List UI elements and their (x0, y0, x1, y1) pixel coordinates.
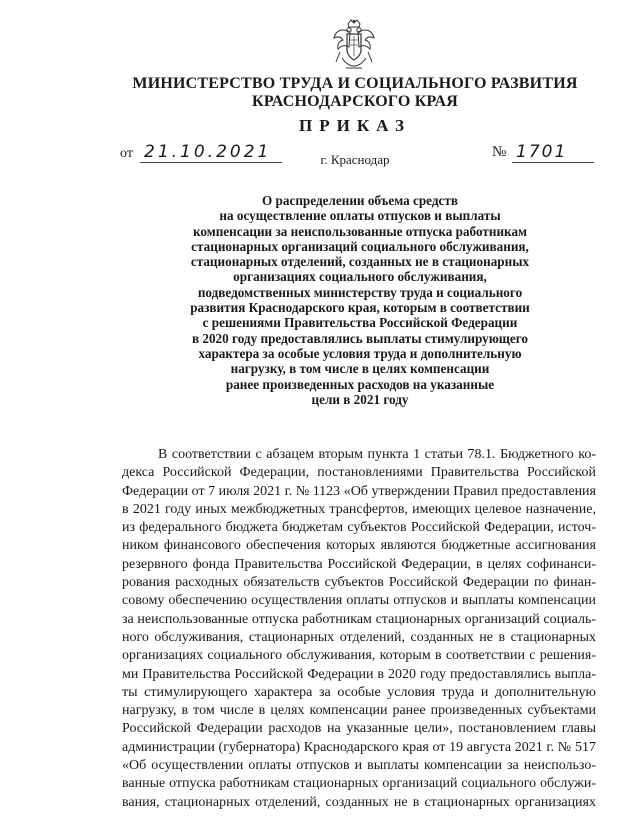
body-line: ного обслуживания, стационарных отделений, созданных не в стационарных (122, 629, 596, 645)
order-title (150, 193, 570, 407)
city-name: г. Краснодар (320, 152, 390, 167)
title-line: в 2020 году предоставлялись выплаты стимулирующего (191, 330, 529, 346)
title-line: стационарных отделений, созданных не в стационарных (190, 254, 530, 270)
title-line: компенсации за неиспользованные отпуска работникам (192, 223, 528, 239)
body-line: в 2021 году иных межбюджетных трансфертов, имеющих целевое назначение, (122, 501, 596, 517)
body-line: вания, стационарных отделений, созданных не в стационарных организациях (122, 794, 596, 810)
title-line: ранее произведенных расходов на указанные (225, 376, 495, 392)
order-date: 21.10.2021 (140, 142, 282, 163)
body-line: ванные отпуска работникам стационарных организаций социального обслужи- (122, 776, 596, 792)
title-line: подведомственных министерству труда и социального (197, 284, 523, 300)
title-line: стационарных организаций социального обслуживания, (191, 238, 529, 254)
title-line: организациях социального обслуживания, (233, 269, 487, 285)
body-line: организациях социального обслуживания, которым в соответствии с решения- (122, 648, 596, 664)
title-line: нагрузку, в том числе в целях компенсации (230, 361, 490, 377)
title-line: цели в 2021 году (311, 391, 409, 407)
body-line: ми Правительства Российской Федерации в 2020 году предоставлялись выпла- (122, 666, 596, 682)
date-prefix: от (120, 146, 133, 161)
ministry-name-line2: КРАСНОДАРСКОГО КРАЯ (252, 93, 458, 110)
body-line: декса Российской Федерации, постановлениями Правительства Российской (122, 465, 596, 481)
body-line: ником финансового обеспечения которых являются бюджетные ассигнования (122, 538, 596, 554)
body-line: нагрузку, в том числе в целях компенсации ранее произведенных субъектами (122, 703, 596, 719)
document-type: ПРИКАЗ (299, 116, 411, 135)
body-line: Федерации от 7 июля 2021 г. № 1123 «Об утверждении Правил предоставления (122, 483, 596, 499)
body-line: ты стимулирующего характера за особые условия труда и дополнительную (122, 684, 596, 700)
title-line: с решениями Правительства Российской Федерации (202, 315, 518, 331)
body-line: за неиспользованные отпуска работникам стационарных организаций социаль- (122, 611, 596, 627)
body-line: резервного фонда Правительства Российской Федерации, в целях софинанси- (122, 556, 596, 572)
body-line: В соответствии с абзацем вторым пункта 1 статьи 78.1. Бюджетного ко- (158, 447, 596, 462)
title-line: характера за особые условия труда и дополнительную (198, 345, 522, 361)
title-line: развития Краснодарского края, которым в соответствии (190, 300, 530, 316)
body-line: из федерального бюджета бюджетам субъектов Российской Федерации, источ- (122, 520, 596, 536)
order-number: 1701 (512, 142, 594, 163)
title-line: на осуществление оплаты отпусков и выплаты (219, 208, 501, 224)
body-line: «Об осуществлении оплаты отпусков и выплаты компенсации за неиспользо- (122, 758, 596, 774)
ministry-name-line1: МИНИСТЕРСТВО ТРУДА И СОЦИАЛЬНОГО РАЗВИТИЯ (132, 75, 578, 92)
body-line: совому обеспечению осуществления оплаты отпусков и выплаты компенсации (122, 593, 596, 609)
title-line: О распределении объема средств (262, 193, 458, 208)
coat-of-arms-icon (332, 18, 376, 72)
body-line: администрации (губернатора) Краснодарского края от 19 августа 2021 г. № 517 (122, 739, 596, 755)
order-body-text (122, 446, 596, 812)
body-line: Российской Федерации расходов на указанные цели», постановлением главы (122, 721, 596, 737)
number-label: № (492, 144, 507, 160)
body-line: рования расходных обязательств субъектов Российской Федерации по финан- (122, 575, 596, 591)
